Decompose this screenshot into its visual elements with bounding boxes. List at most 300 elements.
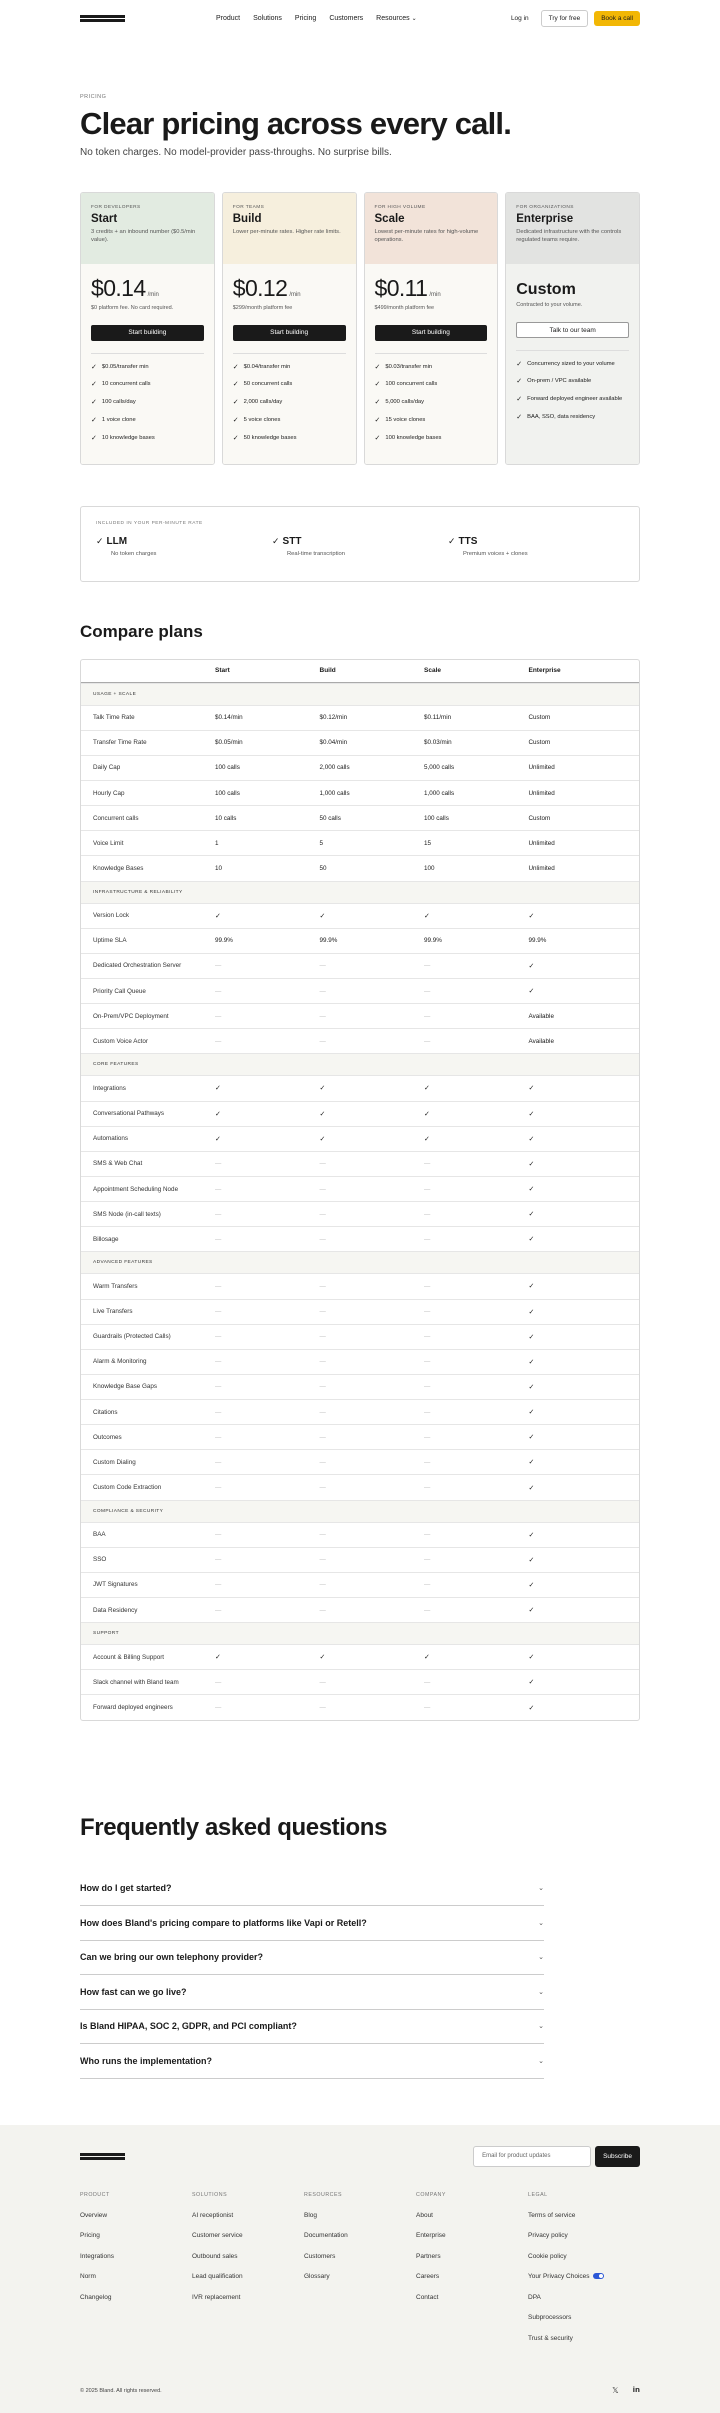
dash-cell: — <box>424 1210 431 1218</box>
dash-cell: — <box>215 1160 222 1168</box>
plan-card-body <box>223 264 356 464</box>
table-header <box>81 660 639 683</box>
table-row <box>81 1644 639 1669</box>
footer-column-heading: SOLUTIONS <box>192 2192 228 2198</box>
check-icon: ✓ <box>319 1110 326 1118</box>
check-icon: ✓ <box>528 1085 535 1093</box>
footer-column-resources <box>304 2192 416 2342</box>
table-row <box>81 1075 639 1100</box>
feature-label: 1 voice clone <box>101 416 136 423</box>
dash-cell: — <box>424 1333 431 1341</box>
check-icon: ✓ <box>516 360 523 368</box>
dash-cell: — <box>215 1333 222 1341</box>
footer-link-label: Your Privacy Choices <box>528 2273 590 2280</box>
table-cell: Unlimited <box>528 789 555 797</box>
feature-name: Talk Time Rate <box>93 714 135 722</box>
chevron-down-icon: ⌄ <box>538 1885 544 1893</box>
footer-link[interactable] <box>528 2335 640 2342</box>
price-subtext: $0 platform fee. No card required. <box>91 304 174 311</box>
plan-description: 3 credits + an inbound number ($0.5/min value). <box>91 228 196 243</box>
table-row <box>81 1547 639 1572</box>
table-cell: 10 calls <box>215 814 237 822</box>
footer-link[interactable] <box>304 2232 416 2239</box>
dash-cell: — <box>424 1408 431 1416</box>
check-icon: ✓ <box>448 535 456 546</box>
compare-table <box>80 659 640 1721</box>
footer-link[interactable] <box>80 2253 192 2260</box>
table-row <box>81 978 639 1003</box>
table-cell: 1,000 calls <box>319 789 350 797</box>
feature-label: $0.03/transfer min <box>385 363 433 370</box>
feature-name: BAA <box>93 1531 106 1539</box>
footer-column-heading: RESOURCES <box>304 2192 343 2198</box>
try-free-button[interactable]: Try for free <box>541 10 589 27</box>
section-label: ADVANCED FEATURES <box>93 1260 153 1266</box>
column-header: Start <box>215 667 230 675</box>
subscribe-button[interactable]: Subscribe <box>595 2146 640 2167</box>
check-icon: ✓ <box>215 1654 221 1662</box>
footer-link[interactable] <box>192 2273 304 2280</box>
page-title: Clear pricing across every call. <box>80 106 512 141</box>
feature-name: Priority Call Queue <box>93 987 146 995</box>
faq-question: Can we bring our own telephony provider? <box>80 1952 264 1963</box>
plan-name: Build <box>232 212 262 225</box>
table-row <box>81 1572 639 1597</box>
footer-column-heading: PRODUCT <box>80 2192 110 2198</box>
feature-name: Hourly Cap <box>93 789 125 797</box>
footer-link-label: Integrations <box>80 2252 114 2260</box>
price-unit: /min <box>289 291 301 298</box>
plan-eyebrow: FOR ORGANIZATIONS <box>516 204 574 210</box>
section-label: CORE FEATURES <box>93 1062 139 1068</box>
plan-cards <box>0 192 720 465</box>
check-icon: ✓ <box>516 396 523 404</box>
footer-link[interactable] <box>416 2212 528 2219</box>
table-cell: 100 <box>424 864 435 872</box>
feature-label: 100 calls/day <box>101 399 136 406</box>
table-row <box>81 928 639 953</box>
feature-name: Citations <box>93 1408 118 1416</box>
feature-name: On-Prem/VPC Deployment <box>93 1012 169 1020</box>
plan-description: Dedicated infrastructure with the controls regulated teams require. <box>516 228 622 243</box>
check-icon: ✓ <box>528 1434 535 1442</box>
footer-link[interactable] <box>416 2294 528 2301</box>
included-box <box>80 506 640 582</box>
footer-link[interactable] <box>304 2253 416 2260</box>
footer-link[interactable] <box>416 2232 528 2239</box>
check-icon: ✓ <box>232 434 239 442</box>
footer-link[interactable] <box>80 2232 192 2239</box>
dash-cell: — <box>215 1358 222 1366</box>
email-input[interactable]: Email for product updates <box>473 2146 591 2167</box>
divider <box>375 353 488 354</box>
column-header: Enterprise <box>528 667 561 675</box>
chevron-down-icon: ⌄ <box>538 1954 544 1962</box>
dash-cell: — <box>215 1037 222 1045</box>
footer-link-label: Overview <box>80 2211 108 2219</box>
table-section-header <box>81 1053 639 1075</box>
dash-cell: — <box>319 1531 326 1539</box>
check-icon: ✓ <box>528 1135 535 1143</box>
footer-column-solutions <box>192 2192 304 2342</box>
start-building-button[interactable]: Start building <box>375 325 488 341</box>
table-row <box>81 903 639 928</box>
plan-feature <box>233 364 346 372</box>
chevron-down-icon: ⌄ <box>538 2023 544 2031</box>
feature-label: 100 knowledge bases <box>385 434 442 441</box>
table-row <box>81 1299 639 1324</box>
footer-link[interactable] <box>192 2212 304 2219</box>
dash-cell: — <box>424 1185 431 1193</box>
talk-to-team-button[interactable]: Talk to our team <box>516 322 629 338</box>
footer-link-label: Lead qualification <box>192 2273 243 2280</box>
check-icon: ✓ <box>528 1160 535 1168</box>
dash-cell: — <box>424 1012 431 1020</box>
table-cell: Unlimited <box>528 864 555 872</box>
table-cell: Custom <box>528 714 551 722</box>
check-icon: ✓ <box>91 434 97 442</box>
included-stt <box>272 536 448 557</box>
x-icon[interactable]: 𝕏 <box>612 2386 619 2395</box>
plan-feature <box>516 396 629 404</box>
nav-resources-label: Resources <box>376 14 410 22</box>
check-icon: ✓ <box>374 399 381 407</box>
footer-column-product <box>80 2192 192 2342</box>
plan-eyebrow: FOR TEAMS <box>232 204 265 210</box>
faq-item[interactable] <box>80 2010 544 2045</box>
dash-cell: — <box>215 1185 222 1193</box>
dash-cell: — <box>215 1678 222 1686</box>
dash-cell: — <box>424 1484 431 1492</box>
dash-cell: — <box>215 1433 222 1441</box>
table-row <box>81 1201 639 1226</box>
dash-cell: — <box>215 1308 222 1316</box>
plan-price <box>91 275 204 302</box>
faq-item[interactable] <box>80 2044 544 2079</box>
feature-label: Concurrency sized to your volume <box>527 360 615 367</box>
plan-card-header <box>506 193 639 264</box>
feature-label: 100 concurrent calls <box>385 381 438 388</box>
dash-cell: — <box>319 987 326 995</box>
social-links <box>612 2386 640 2395</box>
plan-feature <box>375 417 488 425</box>
check-icon: ✓ <box>272 535 280 546</box>
check-icon: ✓ <box>96 535 104 546</box>
plan-card-scale <box>364 192 499 465</box>
table-row <box>81 1694 639 1719</box>
footer-link-label: Careers <box>416 2273 440 2280</box>
table-row <box>81 1424 639 1449</box>
nav-product[interactable]: Product <box>216 14 241 22</box>
check-icon: ✓ <box>232 363 239 371</box>
plan-description: Lower per-minute rates. Higher rate limits. <box>232 228 341 235</box>
nav-pricing[interactable]: Pricing <box>294 14 317 22</box>
table-section-header <box>81 1622 639 1644</box>
check-icon: ✓ <box>424 1085 430 1093</box>
table-row <box>81 705 639 730</box>
dash-cell: — <box>215 1458 222 1466</box>
table-row <box>81 805 639 830</box>
footer-link[interactable] <box>192 2294 304 2301</box>
check-icon: ✓ <box>215 1085 221 1093</box>
check-icon: ✓ <box>215 1135 221 1143</box>
dash-cell: — <box>319 1235 326 1243</box>
plan-card-start <box>80 192 215 465</box>
footer-link-label: Subprocessors <box>528 2314 572 2321</box>
footer-link-label: Norm <box>80 2273 96 2280</box>
included-sub: Premium voices + clones <box>463 550 528 557</box>
nav-resources[interactable] <box>376 15 416 22</box>
faq-item[interactable] <box>80 1906 544 1941</box>
check-icon: ✓ <box>528 1581 535 1589</box>
linkedin-icon[interactable]: in <box>632 2386 640 2394</box>
footer-link[interactable] <box>192 2253 304 2260</box>
feature-label: $0.05/transfer min <box>101 363 149 370</box>
included-tts <box>448 536 624 557</box>
plan-card-header <box>223 193 356 264</box>
dash-cell: — <box>319 1408 326 1416</box>
dash-cell: — <box>424 1358 431 1366</box>
footer-link[interactable] <box>80 2294 192 2301</box>
footer-link-label: Contact <box>416 2293 439 2301</box>
table-section-header <box>81 881 639 903</box>
privacy-toggle-icon[interactable] <box>593 2273 604 2279</box>
table-row <box>81 755 639 780</box>
table-row <box>81 1474 639 1499</box>
login-link[interactable]: Log in <box>510 14 529 22</box>
price-amount: Custom <box>516 280 576 298</box>
check-icon: ✓ <box>319 912 326 920</box>
table-cell: $0.11/min <box>424 714 452 722</box>
plan-feature <box>375 435 488 443</box>
check-icon: ✓ <box>91 399 97 407</box>
plan-feature <box>91 399 204 407</box>
chevron-down-icon: ⌄ <box>411 15 417 22</box>
table-section-header <box>81 1251 639 1273</box>
table-cell: Custom <box>528 739 551 747</box>
check-icon: ✓ <box>215 912 221 920</box>
check-icon: ✓ <box>319 1085 326 1093</box>
faq-item[interactable] <box>80 1975 544 2010</box>
footer-column-legal <box>528 2192 640 2342</box>
hero-eyebrow: PRICING <box>80 94 107 100</box>
check-icon: ✓ <box>91 381 97 389</box>
price-amount: $0.14 <box>91 274 146 301</box>
plan-name: Enterprise <box>516 212 574 225</box>
feature-name: Slack channel with Bland team <box>93 1678 179 1686</box>
feature-name: Version Lock <box>93 912 130 920</box>
nav-actions <box>505 10 640 27</box>
faq-title: Frequently asked questions <box>80 1813 388 1841</box>
table-row <box>81 953 639 978</box>
footer-columns <box>80 2192 640 2342</box>
dash-cell: — <box>319 1012 326 1020</box>
dash-cell: — <box>319 1210 326 1218</box>
table-row <box>81 1522 639 1547</box>
footer-link-label: Cookie policy <box>528 2252 567 2260</box>
dash-cell: — <box>424 1606 431 1614</box>
feature-name: Outcomes <box>93 1433 122 1441</box>
book-call-button[interactable]: Book a call <box>594 11 640 26</box>
table-row <box>81 1324 639 1349</box>
feature-name: Knowledge Base Gaps <box>93 1383 158 1391</box>
dash-cell: — <box>319 1458 326 1466</box>
check-icon: ✓ <box>319 1135 326 1143</box>
table-cell: 15 <box>424 839 432 847</box>
feature-name: Custom Dialing <box>93 1458 136 1466</box>
plan-feature <box>233 399 346 407</box>
table-cell: 1,000 calls <box>424 789 455 797</box>
footer-link-label: Customers <box>304 2252 336 2260</box>
dash-cell: — <box>319 1556 326 1564</box>
feature-name: Voice Limit <box>93 839 124 847</box>
section-label: SUPPORT <box>93 1631 119 1637</box>
footer-link-label: IVR replacement <box>192 2293 241 2301</box>
footer-top <box>80 2146 640 2167</box>
divider <box>233 353 346 354</box>
feature-label: Forward deployed engineer available <box>527 396 623 403</box>
table-row <box>81 1399 639 1424</box>
feature-label: On-prem / VPC available <box>527 378 592 385</box>
feature-name: Custom Code Extraction <box>93 1484 162 1492</box>
footer-link-label: Customer service <box>192 2232 243 2239</box>
footer-link[interactable] <box>416 2253 528 2260</box>
dash-cell: — <box>215 1556 222 1564</box>
footer-link[interactable] <box>80 2273 192 2280</box>
included-title: TTS <box>458 535 478 547</box>
feature-name: Alarm & Monitoring <box>93 1358 147 1366</box>
table-cell: 50 <box>319 864 327 872</box>
footer-column-heading: LEGAL <box>528 2192 548 2198</box>
section-label: INFRASTRUCTURE & RELIABILITY <box>93 889 183 895</box>
table-cell: Unlimited <box>528 764 555 772</box>
faq-list <box>80 1872 544 2079</box>
included-sub: Real-time transcription <box>287 550 345 557</box>
feature-name: Guardrails (Protected Calls) <box>93 1333 171 1341</box>
check-icon: ✓ <box>528 1308 535 1316</box>
faq-question: How does Bland's pricing compare to platforms like Vapi or Retell? <box>80 1917 367 1928</box>
feature-name: Billosage <box>93 1235 119 1243</box>
check-icon: ✓ <box>528 1409 535 1417</box>
dash-cell: — <box>424 1678 431 1686</box>
start-building-button[interactable]: Start building <box>233 325 346 341</box>
dash-cell: — <box>319 1308 326 1316</box>
footer-link-label: Documentation <box>304 2232 348 2239</box>
footer-link[interactable] <box>528 2232 640 2239</box>
nav-solutions[interactable]: Solutions <box>253 14 282 22</box>
feature-name: Daily Cap <box>93 764 121 772</box>
table-cell: 100 calls <box>215 764 240 772</box>
check-icon: ✓ <box>528 1459 535 1467</box>
feature-label: 50 concurrent calls <box>243 381 293 388</box>
table-cell: 5,000 calls <box>424 764 455 772</box>
check-icon: ✓ <box>528 912 535 920</box>
table-row <box>81 1374 639 1399</box>
plan-price <box>375 275 488 302</box>
feature-label: 5 voice clones <box>243 416 281 423</box>
chevron-down-icon: ⌄ <box>538 2057 544 2065</box>
feature-name: Appointment Scheduling Node <box>93 1185 179 1193</box>
dash-cell: — <box>215 1581 222 1589</box>
nav-customers[interactable]: Customers <box>329 14 364 22</box>
feature-name: Conversational Pathways <box>93 1110 165 1118</box>
table-cell: 5 <box>319 839 324 847</box>
plan-card-body <box>81 264 214 464</box>
feature-name: Uptime SLA <box>93 937 127 945</box>
footer-link[interactable] <box>528 2314 640 2321</box>
start-building-button[interactable]: Start building <box>91 325 204 341</box>
included-title: STT <box>282 535 302 547</box>
footer-link-label: DPA <box>528 2293 541 2301</box>
table-row <box>81 830 639 855</box>
check-icon: ✓ <box>528 1679 535 1687</box>
table-row <box>81 1028 639 1053</box>
price-amount: $0.12 <box>232 274 288 301</box>
check-icon: ✓ <box>91 416 97 424</box>
dash-cell: — <box>215 1704 222 1712</box>
feature-name: Integrations <box>93 1084 126 1092</box>
dash-cell: — <box>319 1383 326 1391</box>
table-section-header <box>81 1500 639 1522</box>
check-icon: ✓ <box>528 1654 535 1662</box>
dash-cell: — <box>215 1531 222 1539</box>
faq-item[interactable] <box>80 1941 544 1976</box>
feature-label: 2,000 calls/day <box>243 399 283 406</box>
price-subtext: $299/month platform fee <box>232 304 293 311</box>
feature-name: Warm Transfers <box>93 1282 138 1290</box>
table-cell: 1 <box>215 839 219 847</box>
dash-cell: — <box>424 1308 431 1316</box>
footer-link[interactable] <box>528 2294 640 2301</box>
check-icon: ✓ <box>232 416 239 424</box>
footer-link[interactable] <box>416 2273 528 2280</box>
price-subtext: $499/month platform fee <box>374 304 435 311</box>
footer-link[interactable] <box>528 2212 640 2219</box>
feature-label: 5,000 calls/day <box>385 399 425 406</box>
check-icon: ✓ <box>528 1607 535 1615</box>
plan-feature <box>91 364 204 372</box>
plan-feature <box>516 361 629 369</box>
footer-link[interactable] <box>528 2253 640 2260</box>
footer-link[interactable] <box>304 2212 416 2219</box>
faq-item[interactable] <box>80 1872 544 1907</box>
footer-link[interactable] <box>528 2273 640 2280</box>
table-cell: $0.03/min <box>424 739 452 747</box>
plan-feature <box>91 435 204 443</box>
footer-link-label: AI receptionist <box>192 2211 234 2219</box>
footer-column-company <box>416 2192 528 2342</box>
dash-cell: — <box>215 1282 222 1290</box>
table-cell: 99.9% <box>319 937 338 945</box>
footer-link-label: Partners <box>416 2252 441 2260</box>
footer-link[interactable] <box>80 2212 192 2219</box>
table-row <box>81 1101 639 1126</box>
footer-link-label: Glossary <box>304 2273 330 2280</box>
feature-label: 10 concurrent calls <box>101 381 151 388</box>
footer-logo[interactable] <box>80 2153 125 2160</box>
plan-card-body <box>365 264 498 464</box>
included-llm <box>96 536 272 557</box>
table-cell: $0.14/min <box>215 714 243 722</box>
check-icon: ✓ <box>528 1110 535 1118</box>
bland-logo[interactable] <box>80 15 125 22</box>
footer-link[interactable] <box>304 2273 416 2280</box>
footer-link[interactable] <box>192 2232 304 2239</box>
table-row <box>81 1449 639 1474</box>
included-label: INCLUDED IN YOUR PER-MINUTE RATE <box>96 520 203 526</box>
feature-name: Knowledge Bases <box>93 864 144 872</box>
check-icon: ✓ <box>528 1211 535 1219</box>
